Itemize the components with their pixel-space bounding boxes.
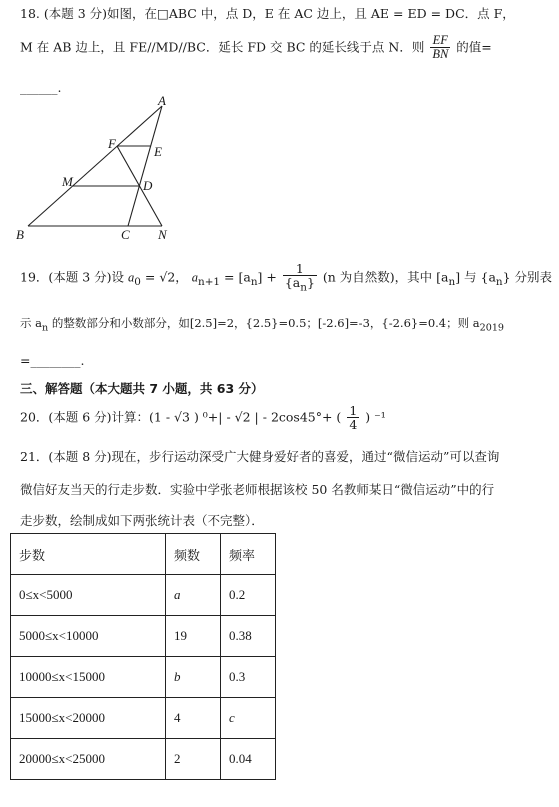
cell-count: 4 [166,698,221,739]
cell-range: 10000≤x<15000 [11,657,166,698]
header-count: 频数 [166,534,221,575]
q19-tail-sub: n [448,276,456,289]
q20-fraction [347,404,359,432]
q19-line2 [20,317,551,334]
q18-fraction [430,34,450,62]
q21-line1: 21．(本题 8 分)现在，步行运动深受广大健身爱好者的喜爱，通过“微信运动”可以查询 [20,449,500,464]
q19-frac-den-tail: } [306,275,315,291]
label-E: E [154,144,162,159]
q20-frac-den: 4 [349,417,358,433]
q20-frac-num: 1 [349,403,358,418]
header-frequency: 频率 [221,534,276,575]
q19-line3: =________. [20,353,85,368]
q18-line1: 18. (本题 3 分)如图，在□ABC 中，点 D，E 在 AC 边上，且 AE = ED = DC．点 F， [20,6,515,21]
q19-eq-sqrt: = √2， [144,269,188,285]
q19-line2-tail: 的整数部分和小数部分，如[2.5]=2，{2.5}=0.5；[-2.6]=-3，{-2.6}=0.4；则 a [48,316,480,330]
q19-an1: a [191,270,199,285]
q19-tail3: } 分别表 [502,269,553,285]
q19-eq-part: = [a [224,269,251,285]
cell-range: 15000≤x<20000 [11,698,166,739]
q18-frac-den: BN [432,47,449,62]
q19-line1 [20,262,551,294]
cell-count: b [166,657,221,698]
q19-line2-sub: n [42,322,49,334]
cell-frequency: 0.2 [221,575,276,616]
q19-fraction [283,262,317,294]
label-F: F [108,136,116,151]
cell-count: 19 [166,616,221,657]
table-row [11,616,276,657]
segment-AN [128,106,162,226]
triangle-figure [10,96,210,246]
q19-an1-sub: n+1 [198,276,221,289]
cell-frequency: 0.3 [221,657,276,698]
q19-a0-sub: 0 [134,276,141,289]
q19-eq-part-tail: ] + [257,269,277,285]
cell-count: 2 [166,739,221,780]
q19-frac-den-sub: n [300,281,307,294]
q21-line3: 走步数，绘制成如下两张统计表（不完整）． [20,513,264,528]
cell-range: 0≤x<5000 [11,575,166,616]
q19-a0: a [128,270,135,285]
label-B: B [16,227,24,242]
cell-range: 20000≤x<25000 [11,739,166,780]
table-row [11,575,276,616]
cell-count: a [166,575,221,616]
table-row [11,698,276,739]
q18-line3: ______. [20,80,62,95]
q21-line2: 微信好友当天的行走步数．实验中学张老师根据该校 50 名教师某日“微信运动”中的行 [20,482,495,497]
frequency-table [10,533,276,780]
cell-frequency: 0.38 [221,616,276,657]
q19-prefix: 19．(本题 3 分)设 [20,269,125,285]
label-M: M [62,174,73,189]
q19-frac-num: 1 [283,262,317,276]
label-C: C [121,227,130,242]
q19-tail2-sub: n [495,276,503,289]
table-header-row [11,534,276,575]
cell-frequency: c [221,698,276,739]
cell-frequency: 0.04 [221,739,276,780]
q19-frac-den [283,276,317,294]
q19-tail2: ] 与 {a [455,269,496,285]
q18-line2-tail: 的值= [456,39,492,55]
header-steps: 步数 [11,534,166,575]
q20-tail: ) ⁻¹ [365,409,386,425]
q18-frac-num: EF [430,34,450,48]
q19-frac-den-a: {a [284,275,301,291]
q20-line [20,404,551,432]
q19-line2-sub2: 2019 [479,322,505,334]
table-row [11,739,276,780]
q19-line2-text: 示 a [20,316,43,330]
table-row [11,657,276,698]
cell-range: 5000≤x<10000 [11,616,166,657]
label-N: N [158,227,167,242]
label-D: D [143,178,153,193]
q19-eq-part-sub: n [250,276,258,289]
q18-line2-text: M 在 AB 边上，且 FE//MD//BC．延长 FD 交 BC 的延长线于点 N．则 [20,39,425,55]
q20-prefix: 20．(本题 6 分)计算：(1 - √3 ) ⁰+| - √2 | - 2cos45°+ ( [20,409,342,425]
section-heading: 三、解答题（本大题共 7 小题，共 63 分） [20,381,264,396]
label-A: A [158,96,166,108]
q18-line2 [20,34,551,62]
segment-AB [28,106,162,226]
q19-tail: (n 为自然数)，其中 [a [322,269,449,285]
